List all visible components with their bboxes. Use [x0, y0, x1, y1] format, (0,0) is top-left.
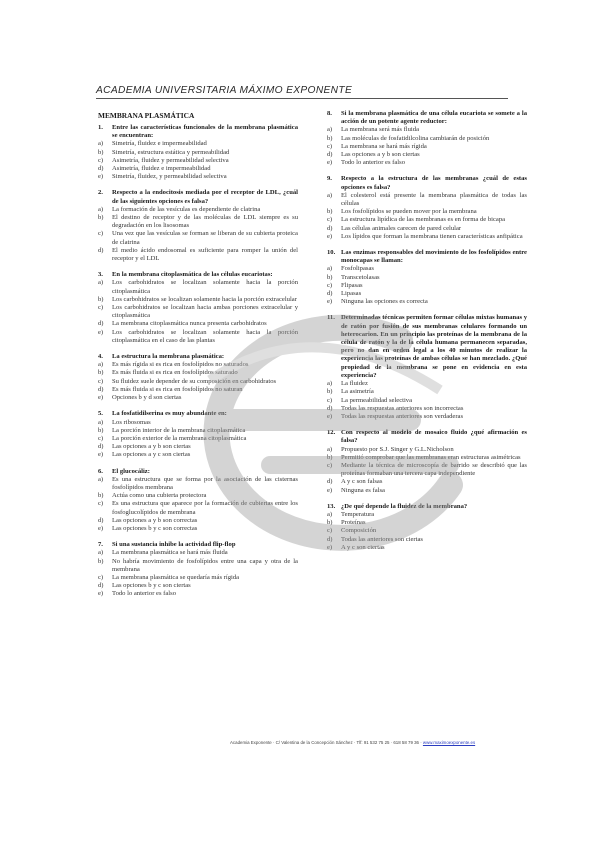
- answer-option: [98, 451, 298, 459]
- answer-option: [327, 216, 527, 224]
- question: [327, 175, 527, 241]
- option-letter: c): [327, 281, 333, 289]
- option-letter: a): [327, 265, 333, 273]
- answer-option: [327, 519, 527, 527]
- option-text: La estructura lipídica de las membranas es en forma de bicapa: [341, 216, 506, 224]
- question: [327, 110, 527, 167]
- option-text: La membrana citoplasmática nunca presenta carbohidratos: [112, 320, 267, 328]
- question: [98, 124, 298, 181]
- option-letter: a): [327, 445, 333, 453]
- option-text: Es más fluida si es rica en fosfolípidos no saturan: [112, 385, 243, 393]
- question-number: 10.: [327, 249, 336, 257]
- question-heading: [98, 410, 298, 418]
- question-number: 13.: [327, 502, 336, 510]
- option-text: Los carbohidratos se localizan solamente hacia la porción citoplasmática: [112, 279, 298, 295]
- page-footer: [230, 740, 530, 745]
- option-text: Los fosfolípidos se pueden mover por la membrana: [341, 208, 477, 216]
- option-text: Los carbohidratos se localizan hacia ambas porciones extracelular y citoplasmática: [112, 304, 298, 320]
- answer-option: [98, 361, 298, 369]
- question-number: 1.: [98, 124, 103, 131]
- question-text: Entre las características funcionales de la membrana plasmática se encuentran:: [112, 124, 298, 140]
- answer-option: [98, 582, 298, 590]
- option-text: Temperatura: [341, 510, 375, 518]
- question: [327, 429, 527, 495]
- option-text: Las moléculas de fosfatidilcolina cambiarán de posición: [341, 134, 490, 142]
- option-text: Su fluidez suele depender de su composición en carbohidratos: [112, 377, 277, 385]
- option-text: El destino de receptor y de las moléculas de LDL siempre es su degradación en los lisosomas: [112, 214, 298, 230]
- option-text: Todo lo anterior es falso: [341, 159, 405, 167]
- answer-option: [98, 320, 298, 328]
- option-letter: b): [327, 388, 333, 396]
- answer-option: [327, 511, 527, 519]
- answer-option: [327, 478, 527, 486]
- option-letter: d): [98, 165, 104, 173]
- option-text: La fluidez: [341, 380, 368, 388]
- left-column: [98, 124, 298, 607]
- question-number: 9.: [327, 175, 332, 183]
- option-letter: a): [98, 475, 104, 483]
- option-text: Los carbohidratos se localizan solamente hacia la porción citoplasmática en el caso de las plantas: [112, 328, 298, 344]
- option-text: Las opciones b y c son ciertas: [112, 582, 191, 590]
- question: [98, 353, 298, 402]
- question-number: 4.: [98, 353, 103, 361]
- question-text: Respecto a la estructura de las membranas ¿cuál de estas opciones es falsa?: [341, 175, 527, 191]
- option-letter: b): [98, 295, 104, 303]
- question-heading: [98, 271, 298, 279]
- answer-option: [327, 298, 527, 306]
- option-text: Todas las respuestas anteriores son incorrectas: [341, 404, 464, 412]
- option-text: Las células animales carecen de pared celular: [341, 224, 462, 232]
- answer-option: [98, 558, 298, 574]
- footer-address: Academia Exponente · C/ Valentina de la Concepción Sánchez · Tlf: 91 532 75 25 · 618 58 79 36 ·: [230, 740, 422, 745]
- answer-option: [98, 296, 298, 304]
- academy-title: ACADEMIA UNIVERSITARIA MÁXIMO EXPONENTE: [96, 85, 353, 96]
- option-text: El medio ácido endosomal es suficiente para romper la unión del receptor y el LDL: [112, 246, 298, 263]
- answer-option: [327, 233, 527, 241]
- answer-option: [98, 378, 298, 386]
- question-number: 7.: [98, 541, 103, 549]
- option-text: Es más rígida si es rica en fosfolípidos no saturados: [112, 361, 249, 369]
- option-letter: e): [327, 232, 333, 240]
- question-heading: [98, 541, 298, 549]
- answer-option: [327, 544, 527, 552]
- answer-option: [327, 159, 527, 167]
- option-letter: c): [327, 527, 333, 535]
- option-letter: e): [327, 159, 333, 167]
- option-letter: d): [327, 224, 333, 232]
- option-letter: c): [327, 216, 333, 224]
- option-letter: a): [98, 418, 104, 426]
- option-letter: c): [98, 304, 104, 312]
- option-letter: a): [327, 380, 333, 388]
- answer-option: [327, 405, 527, 413]
- answer-option: [327, 151, 527, 159]
- answer-option: [98, 247, 298, 263]
- option-text: La membrana será más fluida: [341, 126, 419, 134]
- option-letter: e): [98, 451, 104, 459]
- option-letter: e): [98, 173, 104, 181]
- answer-option: [327, 135, 527, 143]
- option-text: Las opciones b y c son correctas: [112, 524, 198, 532]
- option-letter: a): [327, 191, 333, 199]
- option-letter: d): [98, 443, 104, 451]
- question-heading: [327, 110, 527, 126]
- option-letter: a): [98, 549, 104, 557]
- answer-option: [98, 165, 298, 173]
- option-letter: d): [327, 290, 333, 298]
- section-title: MEMBRANA PLASMÁTICA: [98, 111, 195, 120]
- answer-option: [98, 435, 298, 443]
- option-letter: e): [98, 328, 104, 336]
- option-text: Las opciones a y b son ciertas: [341, 151, 420, 159]
- answer-option: [98, 419, 298, 427]
- option-text: La asimetría: [341, 388, 374, 396]
- option-text: La porción interior de la membrana citoplasmática: [112, 426, 246, 434]
- option-text: Ninguna las opciones es correcta: [341, 298, 428, 306]
- header-divider: [96, 98, 508, 99]
- option-letter: a): [98, 140, 104, 148]
- answer-option: [98, 476, 298, 492]
- question-heading: [327, 249, 527, 265]
- question-text: Si la membrana plasmática de una célula eucariota se somete a la acción de un potente agente reductor:: [341, 110, 527, 126]
- answer-option: [98, 206, 298, 214]
- option-letter: d): [327, 404, 333, 412]
- question-text: Si una sustancia inhibe la actividad flip-flop: [112, 541, 236, 549]
- answer-option: [98, 214, 298, 230]
- option-text: La permeabilidad selectiva: [341, 396, 413, 404]
- option-text: Simetría, estructura estática y permeabilidad: [112, 148, 230, 156]
- option-text: Fosfolipasas: [341, 265, 374, 273]
- option-letter: b): [327, 208, 333, 216]
- answer-option: [327, 397, 527, 405]
- option-letter: d): [98, 246, 104, 254]
- question: [98, 410, 298, 459]
- answer-option: [327, 380, 527, 388]
- option-text: Es una estructura que aparece por la formación de cubiertas entre los fosfoglucolípidos de membrana: [112, 500, 298, 516]
- option-text: Opciones b y d son ciertas: [112, 394, 182, 402]
- answer-option: [327, 126, 527, 134]
- option-text: Lipasas: [341, 290, 362, 298]
- option-text: La membrana se hará más rígida: [341, 142, 427, 150]
- option-letter: b): [327, 273, 333, 281]
- option-letter: b): [98, 492, 104, 500]
- option-letter: a): [327, 126, 333, 134]
- option-letter: d): [327, 478, 333, 486]
- option-text: La formación de las vesículas es dependiente de clatrina: [112, 205, 261, 213]
- answer-option: [98, 157, 298, 165]
- answer-option: [98, 173, 298, 181]
- question-number: 3.: [98, 271, 103, 279]
- option-text: Es más fluida si es rica en fosfolípidos saturado: [112, 369, 238, 377]
- option-letter: e): [98, 394, 104, 402]
- question: [327, 314, 527, 421]
- answer-option: [327, 462, 527, 478]
- answer-option: [327, 282, 527, 290]
- option-letter: c): [98, 573, 104, 581]
- question: [98, 468, 298, 534]
- option-text: Las opciones a y c son ciertas: [112, 451, 191, 459]
- question-text: Las enzimas responsables del movimiento de los fosfolípidos entre monocapas se llaman:: [341, 249, 527, 265]
- option-text: Simetría, fluidez, y permeabilidad selectiva: [112, 173, 227, 181]
- option-text: Permitió comprobar que las membranas eran estructuras asimétricas: [341, 453, 521, 461]
- option-text: Las opciones a y b son ciertas: [112, 443, 191, 451]
- option-text: Ninguna es falsa: [341, 486, 385, 494]
- option-letter: b): [98, 557, 104, 565]
- option-letter: c): [98, 434, 104, 442]
- answer-option: [327, 274, 527, 282]
- option-letter: e): [327, 486, 333, 494]
- question-number: 12.: [327, 429, 336, 437]
- question-number: 2.: [98, 189, 103, 197]
- answer-option: [98, 427, 298, 435]
- option-text: Composición: [341, 527, 377, 535]
- option-letter: c): [327, 142, 333, 150]
- answer-option: [327, 413, 527, 421]
- option-letter: e): [98, 590, 104, 598]
- answer-option: [327, 446, 527, 454]
- question-heading: [327, 175, 527, 191]
- option-letter: d): [98, 516, 104, 524]
- answer-option: [98, 279, 298, 295]
- option-letter: c): [98, 500, 104, 508]
- option-letter: b): [327, 134, 333, 142]
- option-text: Simetría, fluidez e impermeabilidad: [112, 140, 207, 148]
- question-text: Respecto a la endocitosis mediada por el receptor de LDL, ¿cuál de las siguientes opciones es falsa?: [112, 189, 298, 205]
- question-text: La fosfatidilserina es muy abundante en:: [112, 410, 227, 418]
- answer-option: [327, 536, 527, 544]
- option-text: Todas las respuestas anteriores son verdaderas: [341, 412, 464, 420]
- answer-option: [98, 304, 298, 320]
- option-text: Mediante la técnica de microscopía de barrido se describió que las proteínas formaban una tercera capa independiente: [341, 461, 527, 478]
- question-heading: [98, 124, 298, 140]
- option-letter: a): [98, 361, 104, 369]
- option-letter: a): [98, 279, 104, 287]
- option-text: Es una estructura que se forma por la asociación de las cisternas fosfolípidos membrana: [112, 475, 298, 491]
- question-number: 5.: [98, 410, 103, 418]
- question: [98, 271, 298, 345]
- answer-option: [327, 290, 527, 298]
- option-letter: b): [98, 369, 104, 377]
- answer-option: [98, 517, 298, 525]
- question: [98, 541, 298, 598]
- option-text: A y c son falsas: [341, 478, 383, 486]
- option-letter: d): [98, 320, 104, 328]
- right-column: [327, 110, 527, 560]
- question-heading: [98, 468, 298, 476]
- option-text: El colesterol está presente la membrana plasmática de todas las células: [341, 191, 527, 208]
- option-text: La porción exterior de la membrana citoplasmática: [112, 434, 247, 442]
- option-letter: a): [98, 205, 104, 213]
- question-number: 6.: [98, 467, 103, 475]
- option-text: Las opciones a y b son correctas: [112, 516, 198, 524]
- answer-option: [98, 443, 298, 451]
- option-letter: b): [327, 519, 333, 527]
- option-text: Transcetolasas: [341, 273, 380, 281]
- question-heading: [98, 353, 298, 361]
- answer-option: [98, 329, 298, 345]
- option-letter: b): [98, 426, 104, 434]
- question-text: Con respecto al modelo de mosaico fluido ¿qué afirmación es falsa?: [341, 429, 527, 445]
- question-heading: [327, 503, 527, 511]
- answer-option: [327, 487, 527, 495]
- option-letter: b): [327, 453, 333, 461]
- answer-option: [327, 208, 527, 216]
- option-text: Todo lo anterior es falso: [112, 590, 176, 598]
- option-text: Todas las anteriores son ciertas: [341, 535, 423, 543]
- option-text: Flipasas: [341, 281, 363, 289]
- answer-option: [327, 388, 527, 396]
- option-text: Los lípidos que forman la membrana tienen características anfipática: [341, 232, 523, 240]
- option-letter: a): [327, 510, 333, 518]
- option-text: La membrana plasmática se quedaría más rígida: [112, 573, 240, 581]
- question-heading: [98, 189, 298, 205]
- answer-option: [98, 590, 298, 598]
- question-text: En la membrana citoplasmática de las células eucariotas:: [112, 271, 273, 279]
- answer-option: [98, 149, 298, 157]
- option-text: A y c son ciertas: [341, 543, 385, 551]
- option-letter: c): [98, 230, 104, 238]
- question-text: ¿De qué depende la fluidez de la membrana?: [341, 502, 468, 510]
- option-letter: e): [327, 298, 333, 306]
- answer-option: [98, 230, 298, 246]
- question: [327, 503, 527, 552]
- question: [327, 249, 527, 306]
- option-text: Asimetría, fluidez e impermeabilidad: [112, 165, 211, 173]
- question-heading: [327, 314, 527, 380]
- question: [98, 189, 298, 263]
- answer-option: [98, 549, 298, 557]
- option-text: Una vez que las vesículas se forman se liberan de su cubierta proteica de clatrina: [112, 230, 298, 246]
- answer-option: [327, 265, 527, 273]
- option-letter: d): [327, 151, 333, 159]
- answer-option: [98, 574, 298, 582]
- answer-option: [327, 192, 527, 208]
- option-letter: d): [98, 385, 104, 393]
- option-text: La membrana plasmática se hará más fluida: [112, 549, 228, 557]
- option-letter: b): [98, 148, 104, 156]
- option-letter: c): [327, 461, 333, 469]
- option-letter: c): [98, 156, 104, 164]
- answer-option: [98, 500, 298, 516]
- option-letter: d): [98, 582, 104, 590]
- question-text: La estructura la membrana plasmática:: [112, 353, 225, 361]
- answer-option: [327, 225, 527, 233]
- option-text: Propuesto por S.J. Singer y G.L.Nicholson: [341, 445, 454, 453]
- answer-option: [98, 394, 298, 402]
- option-letter: b): [98, 214, 104, 222]
- question-text: El glucocáliz:: [112, 467, 150, 475]
- answer-option: [327, 454, 527, 462]
- option-letter: e): [327, 543, 333, 551]
- question-number: 11.: [327, 314, 335, 322]
- option-letter: e): [327, 412, 333, 420]
- question-text: Determinadas técnicas permiten formar células mixtas humanas y de ratón por fusión de sus membranas celulares formando un heterocarion. En un principio las proteínas de la membrana de la célula de ratón y la de la célula humana permanecen separadas, pero no dan en orden legal a los 40 minutos de realizar la experiencia las proteínas de ambas células se han mezclado. ¿Qué propiedad de la membrana se pone en evidencia en esta experiencia?: [341, 314, 527, 379]
- answer-option: [98, 369, 298, 377]
- answer-option: [98, 386, 298, 394]
- option-text: Proteínas: [341, 519, 366, 527]
- answer-option: [98, 492, 298, 500]
- question-heading: [327, 429, 527, 445]
- option-text: Los ribosomas: [112, 418, 151, 426]
- option-text: No habría movimiento de fosfolípidos entre una capa y otra de la membrana: [112, 557, 298, 573]
- answer-option: [98, 525, 298, 533]
- answer-option: [327, 143, 527, 151]
- option-letter: c): [98, 377, 104, 385]
- option-letter: d): [327, 535, 333, 543]
- option-text: Asimetría, fluidez y permeabilidad selectiva: [112, 156, 229, 164]
- footer-website-link[interactable]: www.maximoexponente.es: [422, 740, 476, 745]
- question-number: 8.: [327, 110, 332, 117]
- answer-option: [327, 527, 527, 535]
- option-text: Los carbohidratos se localizan solamente hacia la porción extracelular: [112, 295, 297, 303]
- option-text: Actúa como una cubierta protectora: [112, 492, 207, 500]
- option-letter: c): [327, 396, 333, 404]
- option-letter: e): [98, 524, 104, 532]
- answer-option: [98, 140, 298, 148]
